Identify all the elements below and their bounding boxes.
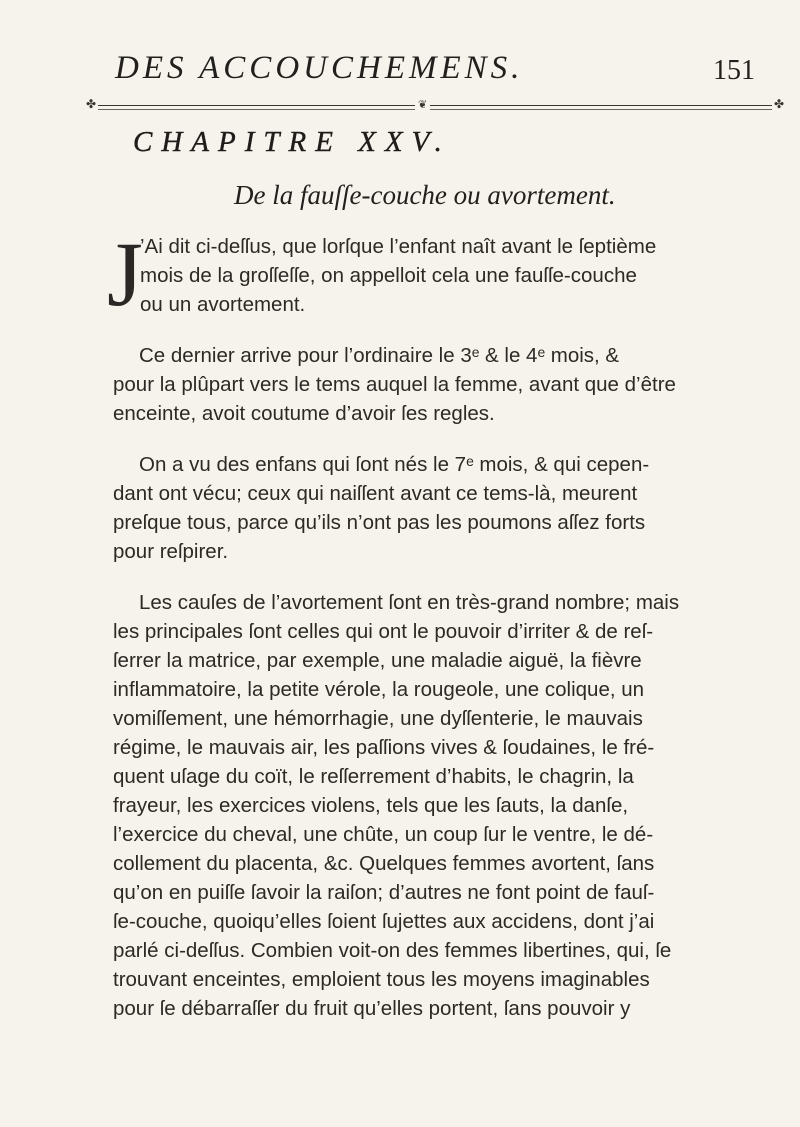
text-line: vomiſſement, une hémorrhagie, une dyſſenterie, le mauvais	[113, 707, 643, 730]
page-number: 151	[713, 55, 755, 86]
paragraph-1	[107, 223, 793, 325]
text-line: pour reſpirer.	[113, 540, 229, 563]
text-line: pour la plûpart vers le tems auquel la femme, avant que d’être	[113, 373, 676, 396]
drop-cap: J	[107, 223, 143, 325]
text-line: Ce dernier arrive pour l’ordinaire le 3ᵉ & le 4ᵉ mois, &	[139, 344, 620, 367]
text-line: les principales ſont celles qui ont le pouvoir d’irriter & de reſ-	[113, 620, 654, 643]
text-line: quent uſage du coït, le reſſerrement d’habits, le chagrin, la	[113, 765, 634, 788]
text-line: preſque tous, parce qu’ils n’ont pas les poumons aſſez forts	[113, 511, 646, 534]
text-line: enceinte, avoit coutume d’avoir ſes regles.	[113, 402, 495, 425]
chapter-heading: CHAPITRE XXV.	[133, 126, 451, 158]
text-line: ſe-couche, quoiqu’elles ſoient ſujettes aux accidens, dont j’ai	[113, 910, 655, 933]
text-line: frayeur, les exercices violens, tels que les ſauts, la danſe,	[113, 794, 629, 817]
text-line: régime, le mauvais air, les paſſions vives & ſoudaines, le fré-	[113, 736, 655, 759]
fleuron-right-icon: ✤	[773, 97, 784, 111]
text-line: pour ſe débarraſſer du fruit qu’elles portent, ſans pouvoir y	[113, 997, 631, 1020]
text-line: inflammatoire, la petite vérole, la rougeole, une colique, un	[113, 678, 645, 701]
chapter-subtitle: De la fauſſe-couche ou avortement.	[234, 180, 616, 210]
text-line: collement du placenta, &c. Quelques femmes avortent, ſans	[113, 852, 655, 875]
fleuron-center-icon: ❦	[415, 98, 430, 111]
text-line: parlé ci-deſſus. Combien voit-on des femmes libertines, qui, ſe	[113, 939, 672, 962]
fleuron-left-icon: ✤	[86, 97, 97, 111]
text-line: l’exercice du cheval, une chûte, un coup ſur le ventre, le dé-	[113, 823, 654, 846]
text-line: ou un avortement.	[140, 293, 306, 316]
header-rule	[86, 97, 784, 113]
text-line: On a vu des enfans qui ſont nés le 7ᵉ mois, & qui cepen-	[139, 453, 650, 476]
body-text	[107, 223, 793, 1045]
paragraph-4	[113, 588, 793, 1023]
text-line: ſerrer la matrice, par exemple, une maladie aiguë, la fièvre	[113, 649, 642, 672]
paragraph-3	[113, 450, 793, 566]
text-line: ’Ai dit ci-deſſus, que lorſque l’enfant naît avant le ſeptième	[140, 235, 657, 258]
text-line: qu’on en puiſſe ſavoir la raiſon; d’autres ne font point de fauſ-	[113, 881, 655, 904]
text-line: trouvant enceintes, emploient tous les moyens imaginables	[113, 968, 650, 991]
text-line: mois de la groſſeſſe, on appelloit cela une fauſſe-couche	[140, 264, 637, 287]
text-line: Les cauſes de l’avortement ſont en très-grand nombre; mais	[139, 591, 680, 614]
text-line: dant ont vécu; ceux qui naiſſent avant ce tems-là, meurent	[113, 482, 638, 505]
running-title: DES ACCOUCHEMENS.	[115, 50, 524, 86]
paragraph-2	[113, 341, 793, 428]
